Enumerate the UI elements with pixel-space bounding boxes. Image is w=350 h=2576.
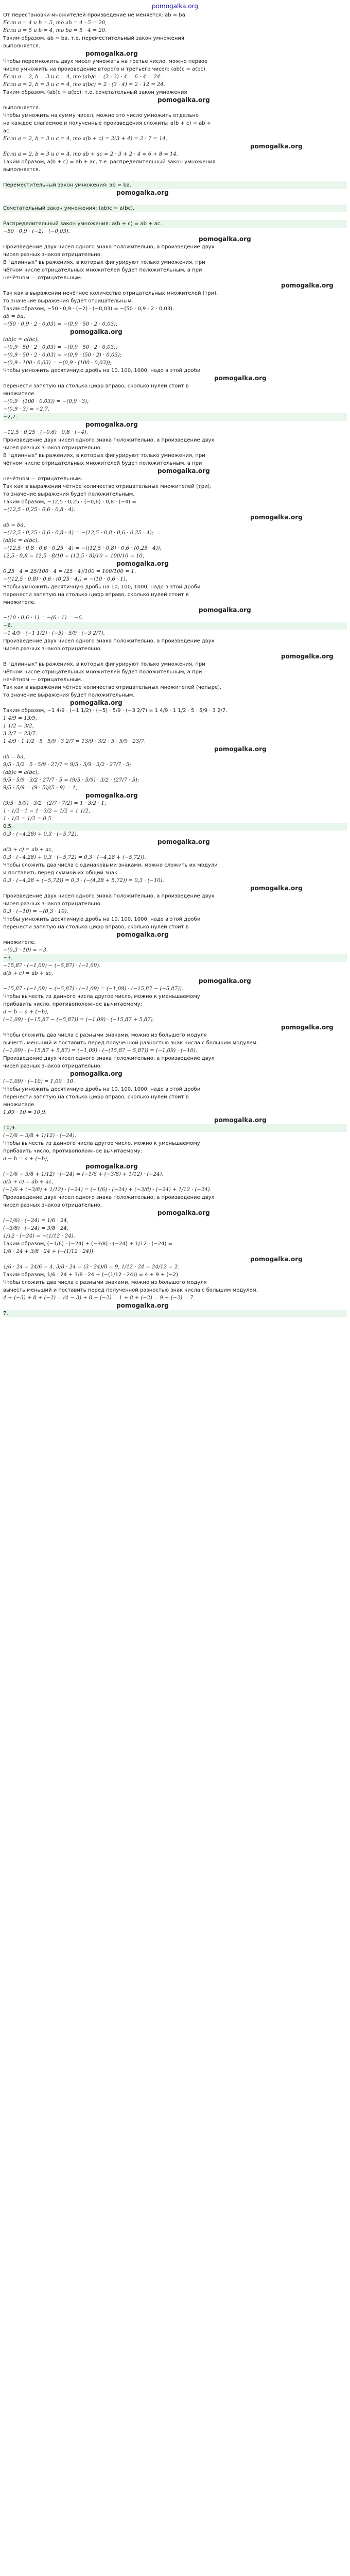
- text-line: 12,5 · 0,8 = 12,5 · 8/10 = (12,5 · 8)/10 = 100/10 = 10,: [3, 553, 145, 559]
- text-line: выполняется.: [3, 105, 41, 111]
- text-line: Чтобы вычесть из данного числа другое число, можно к уменьшаемому: [3, 1141, 200, 1146]
- text-line: 1 · 1/2 = 1/2 = 0,5.: [3, 816, 53, 822]
- text-line: ab = ba,: [3, 522, 25, 528]
- watermark-row: [3, 792, 347, 800]
- watermark-logo: pomogalka.org: [70, 328, 122, 335]
- text-line: a(b + c) = ab + ac,: [3, 971, 54, 976]
- text-line: Таким образом, 1/6 · 24 + 3/8 · 24 + (−(1/12 · 24)) = 4 + 9 + (−2).: [3, 1272, 180, 1278]
- watermark-logo: pomogalka.org: [281, 1024, 334, 1031]
- text-line: чисел разных знаков отрицательно.: [3, 252, 102, 258]
- text-line: Если a = 2, b = 3 и c = 4, то (ab)c = (2 · 3) · 4 = 6 · 4 = 24.: [3, 74, 162, 80]
- watermark-row: [3, 745, 347, 753]
- text-line: −(0,9 · 100 · 0,03) = −(0,9 · (100 · 0,03));: [3, 360, 112, 366]
- text-line: (−1/6 − 3/8 + 1/12) · (−24).: [3, 1133, 76, 1139]
- text-line: В "длинных" выражениях, в которых фигурируют только умножения, при: [3, 260, 205, 265]
- watermark-logo: pomogalka.org: [116, 189, 169, 196]
- watermark-logo: pomogalka.org: [157, 1209, 210, 1216]
- text-line: 0,3 · (−4,28 + (−5,72)) = 0,3 · (−(4,28 + 5,72)) = 0,3 · (−10).: [3, 878, 164, 884]
- text-line: то значение выражения будет отрицательным.: [3, 298, 133, 304]
- text-line: −(50 · 0,9 · 2 · 0,03) = −(0,9 · 50 · 2 · 0,03);: [3, 321, 118, 327]
- spacer: [3, 174, 347, 181]
- watermark-logo: pomogalka.org: [116, 560, 169, 567]
- text-line: нечётном — отрицательным.: [3, 476, 83, 482]
- text-line: a(b + c) = ab + ac,: [3, 1179, 54, 1185]
- text-line: −(0,9 · 3) = −2,7.: [3, 406, 50, 412]
- text-line: чисел разных знаков отрицательно.: [3, 901, 102, 907]
- text-line: 1 4/9 = 13/9,: [3, 716, 38, 721]
- text-line: Если a = 2, b = 3 и c = 4, то a(b + c) = 2(3 + 4) = 2 · 7 = 14,: [3, 136, 167, 142]
- text-line: Таким образом, −1 4/9 · (−1 1/2) · (−5) · 5/9 · (−3 2/7) = 1 4/9 · 1 1/2 · 5 · 5/9 · 3 2/7.: [3, 708, 227, 714]
- watermark-logo: pomogalka.org: [157, 467, 210, 474]
- watermark-logo: pomogalka.org: [281, 282, 334, 289]
- watermark-row: [3, 375, 347, 382]
- text-line: В "длинных" выражениях, в которых фигурируют только умножения, при: [3, 662, 205, 667]
- watermark-row: [3, 1302, 347, 1310]
- watermark-logo: pomogalka.org: [214, 1116, 267, 1124]
- watermark-logo: pomogalka.org: [250, 514, 303, 521]
- watermark-logo: pomogalka.org: [85, 50, 138, 57]
- text-line: (ab)c = a(bc),: [3, 770, 39, 775]
- watermark-logo: pomogalka.org: [157, 96, 210, 104]
- text-line: 0,3 · (−4,28) + 0,3 · (−5,72) = 0,3 · (−4,28 + (−5,72)).: [3, 855, 146, 860]
- watermark-row: [3, 282, 347, 290]
- watermark-row: [3, 1209, 347, 1217]
- watermark-logo: pomogalka.org: [199, 235, 251, 243]
- text-line: −12,5 · 0,25 · (−0,6) · 0,8 · (−4).: [3, 430, 88, 435]
- text-line: 1/12 · (−24) = −(1/12 · 24).: [3, 1233, 75, 1239]
- text-line: Таким образом, −12,5 · 0,25 · (−0,6) · 0,8 · (−4) =: [3, 499, 136, 505]
- text-line: Произведение двух чисел одного знака положительно, а произведение двух: [3, 437, 215, 443]
- text-line: ac.: [3, 128, 11, 134]
- text-line: Если a = 2, b = 3 и c = 4, то a(bc) = 2 · (3 · 4) = 2 · 12 = 24.: [3, 82, 165, 88]
- answer-line: Распределительный закон умножения: a(b + c) = ab + ac.: [3, 220, 347, 228]
- text-line: 4 + (−3) + 8 + (−2) = (4 − 3) + 8 + (−2) = 1 + 8 + (−2) = 9 + (−2) = 7.: [3, 1295, 195, 1301]
- text-line: 0,3 · (−4,28) + 0,3 · (−5,72).: [3, 832, 78, 837]
- text-line: 3 2/7 = 23/7.: [3, 731, 38, 737]
- watermark-logo: pomogalka.org: [116, 931, 169, 938]
- text-line: 0,3 · (−10) = −(0,3 · 10).: [3, 909, 68, 914]
- text-line: перенести запятую на столько цифр вправо, сколько нулей стоит в: [3, 924, 189, 930]
- text-line: множителе.: [3, 600, 36, 605]
- text-line: Чтобы умножить десятичную дробь на 10, 100, 1000, надо в этой дроби: [3, 1087, 201, 1092]
- text-line: От перестановки множителей произведение не меняется: ab = ba.: [3, 12, 187, 18]
- watermark-logo: pomogalka.org: [85, 792, 138, 799]
- text-line: (−1/6 + (−3/8) + 1/12) · (−24) = (−1/6) · (−24) + (−3/8) · (−24) + 1/12 · (−24).: [3, 1187, 212, 1193]
- text-line: −(0,9 · (100 · 0,03)) = −(0,9 · 3);: [3, 399, 89, 404]
- text-line: прибавить число, противоположное вычитаемому:: [3, 1148, 143, 1154]
- watermark-logo: pomogalka.org: [157, 838, 210, 845]
- watermark-row: [3, 838, 347, 846]
- text-line: (ab)c = a(bc),: [3, 538, 39, 544]
- watermark-logo: pomogalka.org: [199, 606, 251, 614]
- watermark-logo: pomogalka.org: [250, 1256, 303, 1263]
- text-line: выполняется.: [3, 43, 41, 49]
- text-line: Таким образом, (−1/6) · (−24) + (−3/8) · (−24) + 1/12 · (−24) =: [3, 1241, 172, 1247]
- text-line: Таким образом, a(b + c) = ab + ac, т.е. распределительный закон умножения: [3, 159, 216, 165]
- text-line: чётном числе отрицательных множителей будет положительным, а при: [3, 267, 202, 273]
- watermark-row: [3, 699, 347, 707]
- text-line: (−1,09) · (−10) = 1,09 · 10.: [3, 1079, 75, 1084]
- text-line: −(12,5 · 0,25 · 0,6 · 0,8 · 4).: [3, 507, 76, 513]
- text-line: 1 · 1/2 · 1 = 1 · 3/2 = 1/2 = 1 1/2,: [3, 808, 90, 814]
- watermark-row: [3, 653, 347, 660]
- watermark-row: [3, 467, 347, 475]
- text-line: нечётном — отрицательным.: [3, 677, 83, 683]
- spacer: [3, 197, 347, 205]
- watermark-logo: pomogalka.org: [70, 699, 122, 706]
- text-line: Таким образом, ab = ba, т.е. переместительный закон умножения: [3, 36, 184, 41]
- text-line: Чтобы сложить два числа с разными знаками, можно из большего модуля: [3, 1032, 207, 1038]
- text-line: множителе.: [3, 391, 36, 397]
- text-line: Если a = 4 и b = 5, то ab = 4 · 5 = 20,: [3, 20, 107, 26]
- watermark-row: [3, 1024, 347, 1031]
- watermark-row: [3, 1163, 347, 1171]
- answer-line: 0,5.: [3, 823, 347, 831]
- watermark-row: [3, 235, 347, 243]
- watermark-row: [3, 328, 347, 336]
- text-line: Чтобы вычесть из данного числа другое число, можно к уменьшаемому: [3, 994, 200, 999]
- watermark-row: [3, 514, 347, 521]
- watermark-row: [3, 421, 347, 429]
- watermark-logo: pomogalka.org: [199, 977, 251, 985]
- text-line: 1/6 · 24 = 24/6 = 4, 3/8 · 24 = (3 · 24)/8 = 9, 1/12 · 24 = 24/12 = 2.: [3, 1264, 180, 1270]
- text-line: −50 · 0,9 · (−2) · (−0,03).: [3, 229, 70, 234]
- answer-line: −6.: [3, 622, 347, 630]
- watermark-row: [3, 931, 347, 939]
- text-line: Чтобы сложить два числа с одинаковыми знаками, можно сложить их модули: [3, 862, 218, 868]
- text-line: 1 4/9 · 1 1/2 · 5 · 5/9 · 3 2/7 = 13/9 · 3/2 · 5 · 5/9 · 23/7.: [3, 739, 146, 744]
- text-line: 1,09 · 10 = 10,9.: [3, 1110, 47, 1115]
- answer-line: −3.: [3, 954, 347, 962]
- text-line: Чтобы умножить десятичную дробь на 10, 100, 1000, надо в этой дроби: [3, 368, 201, 374]
- text-line: Если a = 5 и b = 4, то ba = 5 · 4 = 20.: [3, 28, 107, 33]
- watermark-row: [3, 143, 347, 150]
- text-line: (−1,09) · (−15,87 − (−5,87)) = (−1,09) · (−15,87 + 5,87).: [3, 1017, 154, 1023]
- text-line: ab = ba,: [3, 314, 25, 319]
- watermark-row: [3, 885, 347, 892]
- text-line: множителе.: [3, 1102, 36, 1108]
- watermark-logo: pomogalka.org: [85, 421, 138, 428]
- text-line: 9/5 · 3/2 · 5 · 5/9 · 27/7 = 9/5 · 5/9 · 3/2 · 27/7 · 5;: [3, 762, 131, 768]
- site-header-link[interactable]: pomogalka.org: [152, 3, 198, 10]
- watermark-logo: pomogalka.org: [250, 885, 303, 892]
- watermark-row: [3, 977, 347, 985]
- text-line: и поставить перед суммой их общий знак.: [3, 870, 119, 876]
- spacer: [3, 212, 347, 220]
- text-line: 0,25 · 4 = 25/100 · 4 = (25 · 4)/100 = 100/100 = 1.: [3, 569, 136, 574]
- text-line: 9/5 · 5/9 · 3/2 · 27/7 · 5 = (9/5 · 5/9) · 3/2 · (27/7 · 5);: [3, 777, 139, 783]
- text-line: 1 1/2 = 3/2,: [3, 723, 34, 729]
- text-line: (−3/8) · (−24) = 3/8 · 24,: [3, 1226, 68, 1231]
- text-line: Произведение двух чисел одного знака положительно, а произведение двух: [3, 244, 215, 250]
- text-line: на каждое слагаемое и полученные произведения сложить: a(b + c) = ab +: [3, 121, 212, 126]
- text-line: Так как в выражении чётное количество отрицательных множителей (четыре),: [3, 685, 222, 690]
- watermark-row: [3, 189, 347, 197]
- watermark-logo: pomogalka.org: [116, 1302, 169, 1309]
- watermark-logo: pomogalka.org: [70, 1070, 122, 1077]
- text-line: ab = ba,: [3, 754, 25, 760]
- text-line: Чтобы сложить два числа с разными знаками, можно из большего модуля: [3, 1280, 207, 1285]
- text-line: Если a = 2, b = 3 и c = 4, то ab + ac = 2 · 3 + 2 · 4 = 6 + 8 = 14.: [3, 151, 178, 157]
- text-line: −(12,5 · 0,8 · 0,6 · 0,25 · 4) = −((12,5 · 0,8) · 0,6 · (0,25 · 4));: [3, 546, 162, 551]
- text-line: 1/6 · 24 + 3/8 · 24 + (−(1/12 · 24)).: [3, 1249, 95, 1255]
- text-line: −(10 · 0,6 · 1) = −(6 · 1) = −6.: [3, 615, 84, 621]
- watermark-row: [3, 606, 347, 614]
- text-line: −1 4/9 · (−1 1/2) · (−5) · 5/9 · (−3 2/7).: [3, 631, 105, 636]
- text-line: (−1/6) · (−24) = 1/6 · 24,: [3, 1218, 68, 1224]
- text-line: Произведение двух чисел одного знака положительно, а произведение двух: [3, 1195, 215, 1200]
- text-line: прибавить число, противоположное вычитаемому:: [3, 1002, 143, 1007]
- answer-line: Переместительный закон умножения: ab = ba.: [3, 181, 347, 189]
- text-line: чётном числе отрицательных множителей будет положительным, а при: [3, 461, 202, 466]
- watermark-row: [3, 96, 347, 104]
- watermark-row: [3, 1070, 347, 1078]
- text-line: (9/5 · 5/9) · 3/2 · (2/7 · 7/2) = 1 · 3/2 · 1;: [3, 801, 107, 806]
- text-line: Произведение двух чисел одного знака положительно, а произведение двух: [3, 1056, 215, 1061]
- text-line: −15,87 · (−1,09) − (−5,87) · (−1,09) = (−1,09) · (−15,87 − (−5,87)).: [3, 986, 184, 992]
- text-line: −((12,5 · 0,8) · 0,6 · (0,25 · 4)) = −(10 · 0,6 · 1).: [3, 577, 127, 582]
- solution-content: [3, 11, 347, 1317]
- watermark-logo: pomogalka.org: [85, 1163, 138, 1170]
- text-line: Чтобы умножить десятичную дробь на 10, 100, 1000, надо в этой дроби: [3, 584, 201, 590]
- text-line: Чтобы перемножить двух чисел умножать на третье число, можно первое: [3, 59, 208, 64]
- answer-line: 7.: [3, 1310, 347, 1317]
- answer-line: Сочетательный закон умножения: (ab)c = a(bc).: [3, 205, 347, 212]
- watermark-logo: pomogalka.org: [214, 375, 267, 382]
- text-line: то значение выражения будет положительным.: [3, 492, 135, 497]
- text-line: то значение выражения будет положительным.: [3, 692, 135, 698]
- text-line: перенести запятую на столько цифр вправо, сколько нулей стоит в: [3, 1094, 189, 1100]
- text-line: Произведение двух чисел одного знака положительно, а произведение двух: [3, 893, 215, 899]
- text-line: перенести запятую на столько цифр вправо, сколько нулей стоит в: [3, 383, 189, 389]
- text-line: число умножить на произведение второго и третьего чисел: (ab)c = a(bc).: [3, 66, 207, 72]
- text-line: Таким образом, (ab)c = a(bc), т.е. сочетательный закон умножения: [3, 90, 187, 95]
- text-line: нечётном — отрицательным.: [3, 275, 83, 281]
- text-line: Так как в выражении чётное количество отрицательных множителей (три),: [3, 484, 212, 489]
- text-line: a − b = a + (−b),: [3, 1009, 49, 1015]
- text-line: (−1/6 − 3/8 + 1/12) · (−24) = (−1/6 + (−3/8) + 1/12) · (−24).: [3, 1172, 164, 1177]
- watermark-logo: pomogalka.org: [281, 653, 334, 660]
- text-line: −(12,5 · 0,25 · 0,6 · 0,8 · 4) = −(12,5 · 0,8 · 0,6 · 0,25 · 4);: [3, 530, 154, 536]
- answer-line: −2,7.: [3, 413, 347, 421]
- watermark-logo: pomogalka.org: [214, 745, 267, 753]
- text-line: чисел разных знаков отрицательно.: [3, 646, 102, 652]
- text-line: чисел разных знаков отрицательно.: [3, 1202, 102, 1208]
- text-line: чисел разных знаков отрицательно.: [3, 445, 102, 451]
- text-line: −(0,3 · 10) = −3.: [3, 947, 48, 953]
- text-line: Произведение двух чисел одного знака положительно, а произведение двух: [3, 638, 215, 644]
- text-line: Так как в выражении нечётное количество отрицательных множителей (три),: [3, 291, 218, 296]
- text-line: (−1,09) · (−15,87 + 5,87) = (−1,09) · (−(15,87 − 5,87)) = (−1,09) · (−10).: [3, 1048, 197, 1054]
- watermark-row: [3, 560, 347, 568]
- text-line: −15,87 · (−1,09) − (−5,87) · (−1,09).: [3, 963, 101, 969]
- watermark-logo: pomogalka.org: [250, 143, 303, 150]
- text-line: вычесть меньший и поставить перед полученной разностью знак числа с большим модулем.: [3, 1040, 258, 1046]
- text-line: Таким образом, −50 · 0,9 · (−2) · (−0,03) = −(50 · 0,9 · 2 · 0,03).: [3, 306, 174, 312]
- text-line: a(b + c) = ab + ac,: [3, 847, 54, 853]
- text-line: выполняется.: [3, 167, 41, 173]
- text-line: чисел разных знаков отрицательно.: [3, 1063, 102, 1069]
- text-line: 9/5 · 5/9 = (9 · 5)/(5 · 9) = 1,: [3, 785, 78, 791]
- text-line: вычесть меньший и поставить перед полученной разностью знак числа с большим модулем.: [3, 1287, 258, 1293]
- text-line: (ab)c = a(bc),: [3, 337, 39, 343]
- text-line: чётном числе отрицательных множителей будет положительным, а при: [3, 669, 202, 675]
- watermark-row: [3, 1116, 347, 1124]
- text-line: множителе.: [3, 940, 36, 945]
- text-line: −(0,9 · 50 · 2 · 0,03) = −(0,9 · (50 · 2) · 0,03);: [3, 352, 121, 358]
- text-line: перенести запятую на столько цифр вправо, сколько нулей стоит в: [3, 592, 189, 598]
- answer-line: 10,9.: [3, 1124, 347, 1132]
- text-line: −(0,9 · 50 · 2 · 0,03) = −(0,9 · 50 · 2 · 0,03);: [3, 345, 118, 350]
- text-line: a − b = a + (−b),: [3, 1156, 49, 1162]
- watermark-row: [3, 50, 347, 58]
- text-line: Чтобы умножить на сумму чисел, можно это число умножить отдельно: [3, 113, 199, 118]
- text-line: В "длинных" выражениях, в которых фигурируют только умножения, при: [3, 453, 205, 459]
- watermark-row: [3, 1256, 347, 1263]
- text-line: Чтобы умножить десятичную дробь на 10, 100, 1000, надо в этой дроби: [3, 917, 201, 922]
